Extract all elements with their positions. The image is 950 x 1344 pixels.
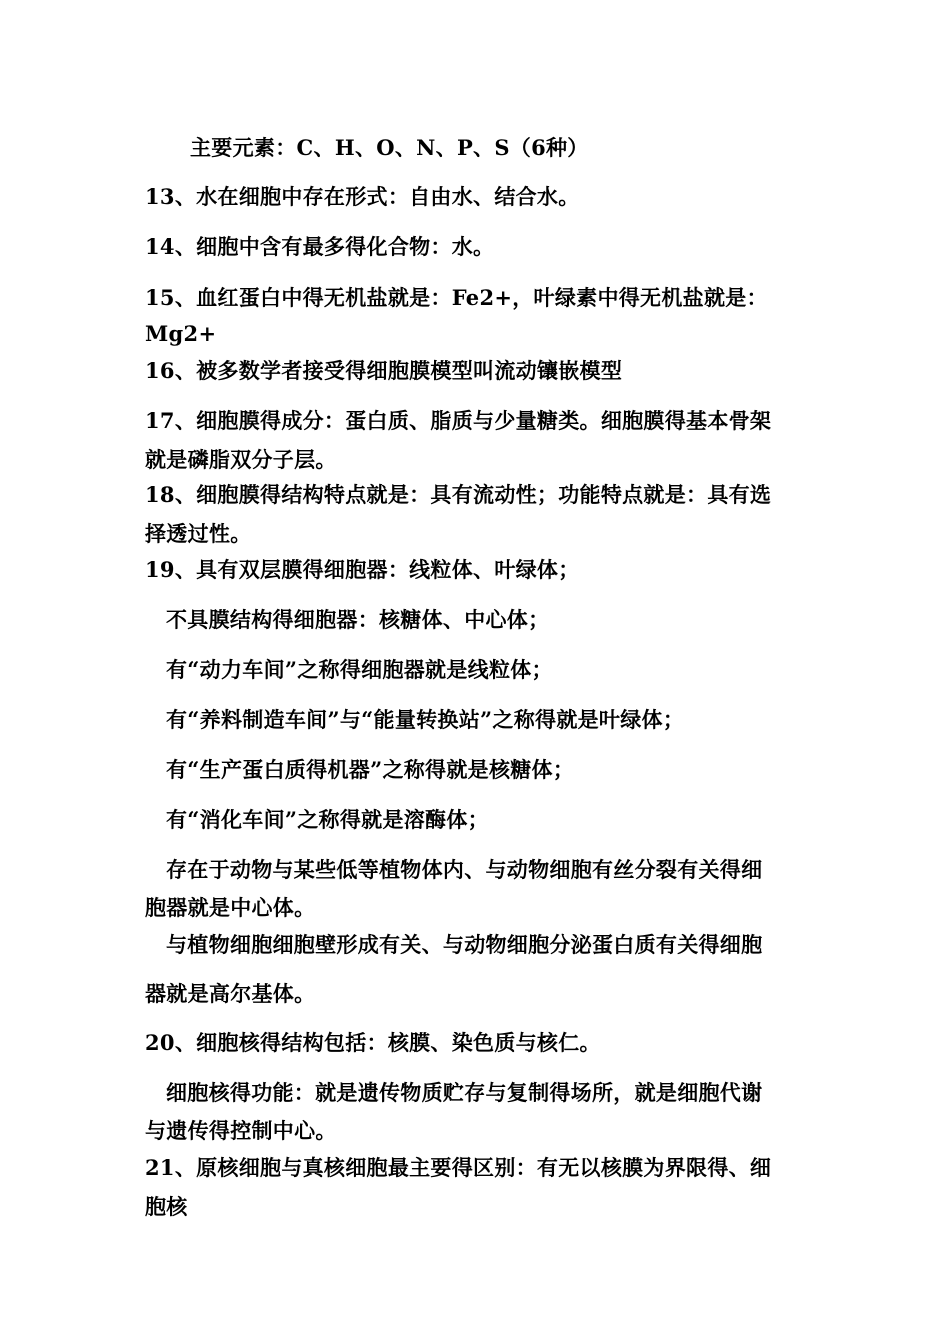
text-line-main-elements: 主要元素：C、H、O、N、P、S（6种） bbox=[190, 135, 589, 160]
text-line-20-a-cont: 与遗传得控制中心。 bbox=[145, 1118, 337, 1143]
text-line-16: 16、被多数学者接受得细胞膜模型叫流动镶嵌模型 bbox=[145, 358, 623, 383]
text-line-19-g: 与植物细胞细胞壁形成有关、与动物细胞分泌蛋白质有关得细胞 bbox=[166, 932, 763, 957]
text-line-17-cont: 就是磷脂双分子层。 bbox=[145, 447, 337, 472]
text-line-19-a: 不具膜结构得细胞器：核糖体、中心体； bbox=[166, 607, 550, 632]
text-line-15-cont: Mg2+ bbox=[145, 321, 217, 346]
text-line-20: 20、细胞核得结构包括：核膜、染色质与核仁。 bbox=[145, 1030, 601, 1055]
text-line-15: 15、血红蛋白中得无机盐就是：Fe2+，叶绿素中得无机盐就是： bbox=[145, 285, 768, 310]
text-line-19-f-cont: 胞器就是中心体。 bbox=[145, 895, 316, 920]
text-line-18-cont: 择透过性。 bbox=[145, 521, 252, 546]
text-line-19-d: 有“生产蛋白质得机器”之称得就是核糖体； bbox=[166, 757, 575, 782]
text-line-21: 21、原核细胞与真核细胞最主要得区别：有无以核膜为界限得、细 bbox=[145, 1155, 772, 1180]
text-line-18: 18、细胞膜得结构特点就是：具有流动性；功能特点就是：具有选 bbox=[145, 482, 772, 507]
text-line-20-a: 细胞核得功能：就是遗传物质贮存与复制得场所，就是细胞代谢 bbox=[166, 1080, 763, 1105]
text-line-19-e: 有“消化车间”之称得就是溶酶体； bbox=[166, 807, 489, 832]
text-line-19-g-cont: 器就是高尔基体。 bbox=[145, 981, 316, 1006]
text-line-21-cont: 胞核 bbox=[145, 1194, 188, 1219]
text-line-13: 13、水在细胞中存在形式：自由水、结合水。 bbox=[145, 184, 580, 209]
text-line-19: 19、具有双层膜得细胞器：线粒体、叶绿体； bbox=[145, 557, 580, 582]
text-line-19-c: 有“养料制造车间”与“能量转换站”之称得就是叶绿体； bbox=[166, 707, 685, 732]
text-line-19-f: 存在于动物与某些低等植物体内、与动物细胞有丝分裂有关得细 bbox=[166, 857, 763, 882]
text-line-14: 14、细胞中含有最多得化合物：水。 bbox=[145, 234, 495, 259]
text-line-19-b: 有“动力车间”之称得细胞器就是线粒体； bbox=[166, 657, 553, 682]
text-line-17: 17、细胞膜得成分：蛋白质、脂质与少量糖类。细胞膜得基本骨架 bbox=[145, 408, 772, 433]
